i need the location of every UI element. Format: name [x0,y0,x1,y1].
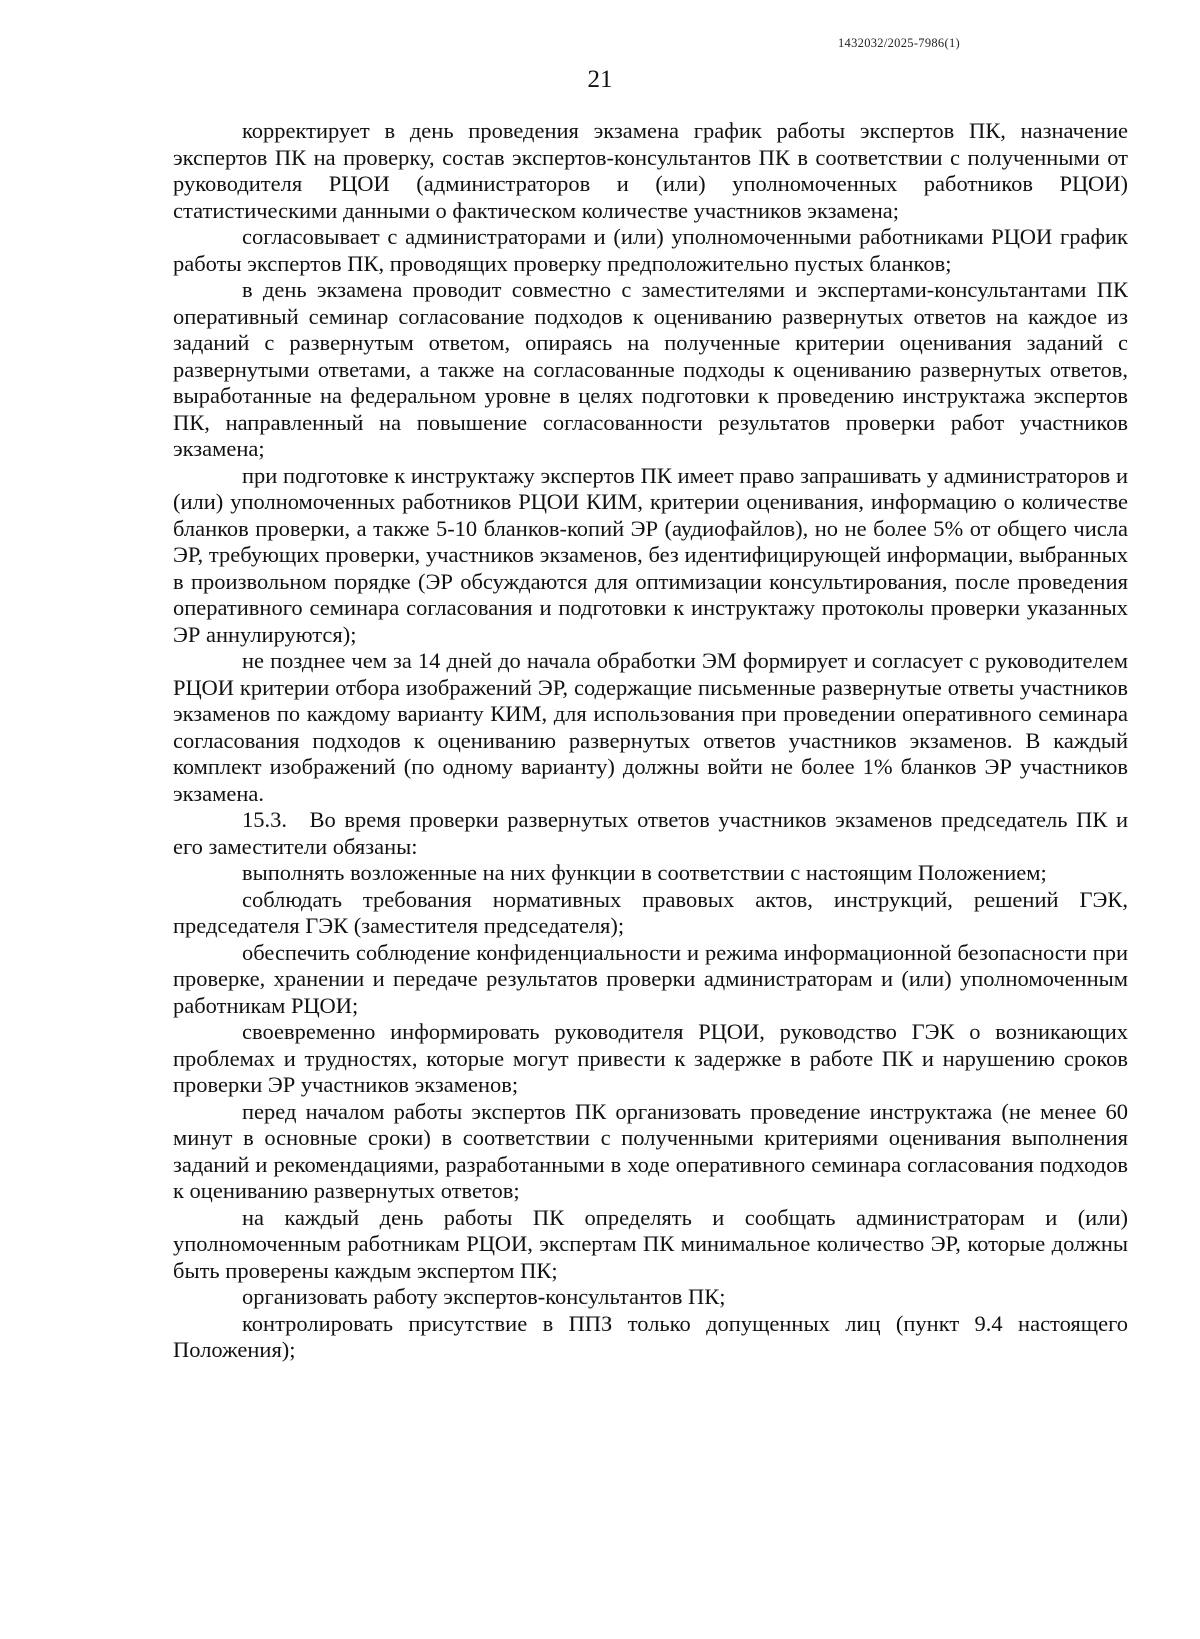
document-registration-number: 1432032/2025-7986(1) [838,36,960,50]
paragraph-organize-briefing: перед началом работы экспертов ПК организовать проведение инструктажа (не менее 60 минут в основные сроки) в соответствии с полученными критериями оценивания выполнения заданий и рекомендациями, разработанными в ходе оперативного семинара согласования подходов к оцениванию развернутых ответов; [173,1098,1128,1203]
paragraph-control-attendance: контролировать присутствие в ППЗ только допущенных лиц (пункт 9.4 настоящего Положения); [173,1310,1128,1362]
paragraph-ensure-confidentiality: обеспечить соблюдение конфиденциальности и режима информационной безопасности при проверке, хранении и передаче результатов проверки администраторам и (или) уполномоченным работникам РЦОИ; [173,939,1128,1018]
paragraph-request-materials: при подготовке к инструктажу экспертов ПК имеет право запрашивать у администраторов и (или) уполномоченных работников РЦОИ КИМ, критерии оценивания, информацию о количестве бланков проверки, а также 5-10 бланков-копий ЭР (аудиофайлов), но не более 5% от общего числа ЭР, требующих проверки, участников экзаменов, без идентифицирующей информации, выбранных в произвольном порядке (ЭР обсуждаются для оптимизации консультирования, после проведения оперативного семинара согласования и подготовки к инструктажу протоколы проверки указанных ЭР аннулируются); [173,462,1128,647]
paragraph-perform-functions: выполнять возложенные на них функции в соответствии с настоящим Положением; [242,860,1047,885]
paragraph-agree-schedule: согласовывает с администраторами и (или) уполномоченными работниками РЦОИ график работы экспертов ПК, проводящих проверку предположительно пустых бланков; [173,224,1128,276]
document-body [173,118,1128,1364]
page-number: 21 [587,66,613,93]
paragraph-inform-leadership: своевременно информировать руководителя РЦОИ, руководство ГЭК о возникающих проблемах и трудностях, которые могут привести к задержке в работе ПК и нарушению сроков проверки ЭР участников экзаменов; [173,1019,1128,1097]
paragraph-operational-seminar: в день экзамена проводит совместно с заместителями и экспертами-консультантами ПК оперативный семинар согласование подходов к оцениванию развернутых ответов на каждое из заданий с развернутым ответом, опираясь на полученные критерии оценивания заданий с развернутыми ответами, а также на согласованные подходы к оцениванию развернутых ответов, выработанные на федеральном уровне в целях подготовки к проведению инструктажа экспертов ПК, направленный на повышение согласованности результатов проверки работ участников экзамена; [173,277,1128,461]
paragraph-selection-criteria: не позднее чем за 14 дней до начала обработки ЭМ формирует и согласует с руководителем РЦОИ критерии отбора изображений ЭР, содержащие письменные развернутые ответы участников экзаменов по каждому варианту КИМ, для использования при проведении оперативного семинара согласования подходов к оцениванию развернутых ответов участников экзаменов. В каждый комплект изображений (по одному варианту) должны войти не более 1% бланков ЭР участников экзамена. [173,648,1128,806]
paragraph-adjust-schedule: корректирует в день проведения экзамена график работы экспертов ПК, назначение экспертов ПК на проверку, состав экспертов-консультантов ПК в соответствии с полученными от руководителя РЦОИ (администраторов и (или) уполномоченных работников РЦОИ) статистическими данными о фактическом количестве участников экзамена; [173,118,1128,223]
paragraph-organize-consultants: организовать работу экспертов-консультантов ПК; [242,1284,726,1309]
paragraph-daily-minimum: на каждый день работы ПК определять и сообщать администраторам и (или) уполномоченным работникам РЦОИ, экспертам ПК минимальное количество ЭР, которые должны быть проверены каждым экспертом ПК; [173,1204,1128,1283]
paragraph-comply-requirements: соблюдать требования нормативных правовых актов, инструкций, решений ГЭК, председателя ГЭК (заместителя председателя); [173,886,1128,938]
paragraph-section-15-3: 15.3. Во время проверки развернутых ответов участников экзаменов председатель ПК и его заместители обязаны: [173,807,1128,859]
